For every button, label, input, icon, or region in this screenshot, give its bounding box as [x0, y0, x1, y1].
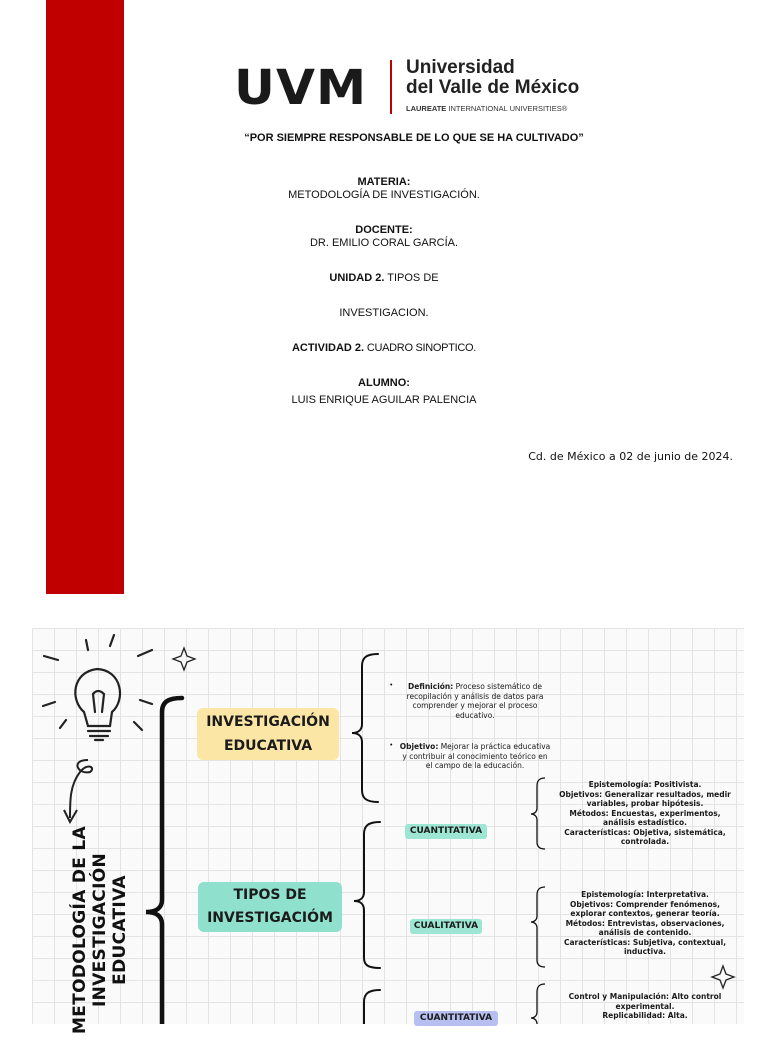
main-brace	[146, 698, 182, 1024]
materia-label: MATERIA:	[357, 176, 411, 188]
laureate-rest: INTERNATIONAL UNIVERSITIES®	[446, 104, 568, 113]
cuanti-caracteristicas: Características: Objetiva, sistemática, controlada.	[564, 827, 726, 846]
brace-tipos	[354, 822, 380, 968]
arrow-icon	[70, 760, 92, 818]
sparkle-icon	[173, 648, 195, 670]
cuanti-objetivos: Objetivos: Generalizar resultados, medir variables, probar hipótesis.	[559, 789, 731, 808]
actividad-value: CUADRO SINOPTICO.	[364, 342, 477, 354]
heading-edu-text: INVESTIGACIÓN EDUCATIVA	[206, 714, 330, 754]
heading-investigacion-educativa	[197, 708, 339, 760]
brace-exp	[531, 984, 545, 1024]
objetivo-text: Mejorar la práctica educativa y contribuir al conocimiento teórico en el campo de la educación.	[402, 742, 551, 770]
lightbulb-icon	[43, 635, 152, 740]
cuali-epistemologia: Epistemología: Interpretativa.	[581, 890, 709, 899]
logo-mark: UVM	[234, 60, 368, 116]
alumno-value: LUIS ENRIQUE AGUILAR PALENCIA	[291, 394, 477, 406]
cuanti-list	[555, 780, 735, 847]
exp-control: Control y Manipulación: Alto control experimental.	[568, 992, 722, 1011]
tag-cuantitativa-2: CUANTITATIVA	[414, 1011, 498, 1026]
materia-value: METODOLOGÍA DE INVESTIGACIÓN.	[288, 189, 480, 201]
brace-educativa	[352, 654, 378, 802]
unidad-value-2: INVESTIGACION.	[339, 307, 429, 319]
tag-cualitativa: CUALITATIVA	[410, 919, 482, 934]
objetivo-note	[398, 742, 552, 771]
alumno-label: ALUMNO:	[358, 377, 410, 389]
unidad-label: UNIDAD 2.	[329, 272, 385, 284]
cuali-caracteristicas: Características: Subjetiva, contextual, inductiva.	[563, 937, 727, 956]
vertical-title: METODOLOGÍA DE LA INVESTIGACIÓN EDUCATIVA	[70, 826, 130, 1034]
sparkle-icon	[712, 966, 734, 988]
docente-value: DR. EMILIO CORAL GARCÍA.	[309, 237, 459, 249]
cuanti-epistemologia: Epistemología: Positivista.	[588, 780, 702, 789]
definicion-label: Definición:	[407, 682, 454, 691]
cuanti-metodos: Métodos: Encuestas, experimentos, análisis estadístico.	[569, 808, 721, 827]
bullet-icon: •	[390, 742, 393, 749]
heading-tipos-text: TIPOS DE INVESTIGACIÓM	[207, 887, 333, 926]
motto: “POR SIEMPRE RESPONSABLE DE LO QUE SE HA CULTIVADO”	[244, 132, 584, 144]
date-line: Cd. de México a 02 de junio de 2024.	[528, 450, 733, 463]
logo-name-line2: del Valle de México	[406, 77, 580, 98]
laureate-bold: LAUREATE	[406, 104, 447, 113]
unidad-value: TIPOS DE	[384, 272, 439, 284]
heading-tipos-investigacion	[198, 882, 342, 932]
cuali-metodos: Métodos: Entrevistas, observaciones, análisis de contenido.	[565, 918, 725, 937]
actividad-label: ACTIVIDAD 2.	[291, 342, 365, 354]
tag-cuantitativa: CUANTITATIVA	[405, 824, 487, 839]
definicion-text: Proceso sistemático de recopilación y análisis de datos para comprender y mejorar el proceso educativo.	[406, 682, 544, 720]
bullet-icon: •	[390, 682, 393, 689]
objetivo-label: Objetivo:	[399, 742, 439, 751]
definicion-note	[400, 682, 550, 720]
cuali-list	[555, 890, 735, 957]
exp-list	[555, 992, 735, 1021]
docente-label: DOCENTE:	[355, 224, 413, 236]
cuali-objetivos: Objetivos: Comprender fenómenos, explorar contextos, generar teoría.	[570, 899, 720, 918]
exp-replicabilidad: Replicabilidad: Alta.	[602, 1011, 688, 1020]
brace-cuali	[531, 887, 545, 967]
logo-name-line1: Universidad	[406, 57, 515, 78]
brace-cuanti	[531, 778, 545, 849]
brace-next	[364, 990, 380, 1024]
